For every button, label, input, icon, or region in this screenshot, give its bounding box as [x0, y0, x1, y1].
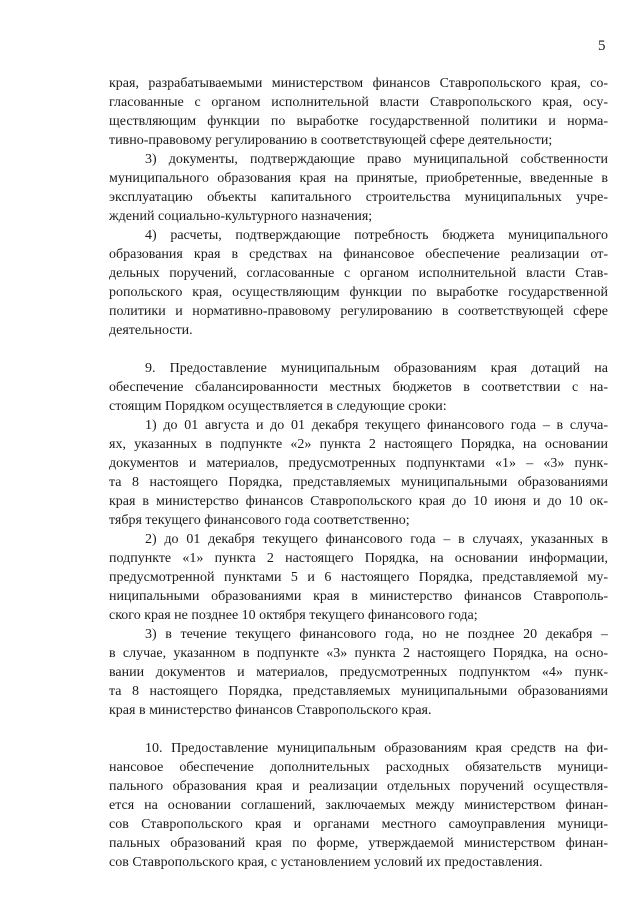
- text-line: предусмотренной пунктами 5 и 6 настоящего Порядка, представляемой му-: [109, 570, 608, 585]
- text-line: дельных поручений, согласованные с органом исполнительной власти Став-: [109, 266, 608, 281]
- text-line: образования края в средствах на финансовое обеспечение реализации от-: [109, 247, 608, 262]
- text-line: вании документов и материалов, предусмотренных подпунктом «4» пунк-: [109, 665, 608, 680]
- text-line: края, разрабатываемыми министерством финансов Ставропольского края, со-: [109, 76, 608, 91]
- text-line: тивно-правовому регулированию в соответствующей сфере деятельности;: [109, 133, 553, 148]
- text-line: документов и материалов, предусмотренных подпунктами «1» – «3» пунк-: [109, 456, 608, 471]
- text-line: та 8 настоящего Порядка, представляемых муниципальными образованиями: [109, 475, 608, 490]
- text-line: пального образования края и реализации отдельных поручений осуществля-: [109, 779, 608, 794]
- text-line: обеспечение сбалансированности местных бюджетов в соответствии с на-: [109, 380, 608, 395]
- text-line: в случае, указанном в подпункте «3» пункта 2 настоящего Порядка, на осно-: [109, 646, 608, 661]
- page-number: 5: [598, 38, 606, 54]
- text-line: 4) расчеты, подтверждающие потребность бюджета муниципального: [145, 228, 608, 243]
- text-line: края в министерство финансов Ставропольского края до 10 июня и до 10 ок-: [109, 494, 608, 509]
- text-line: 2) до 01 декабря текущего финансового года – в случаях, указанных в: [145, 532, 608, 547]
- text-line: гласованные с органом исполнительной власти Ставропольского края, осу-: [109, 95, 608, 110]
- text-line: та 8 настоящего Порядка, представляемых муниципальными образованиями: [109, 684, 608, 699]
- text-line: 3) в течение текущего финансового года, но не позднее 20 декабря –: [145, 627, 608, 642]
- text-line: ского края не позднее 10 октября текущего финансового года;: [109, 608, 478, 623]
- text-line: сов Ставропольского края, с установлением условий их предоставления.: [109, 855, 543, 870]
- text-line: тября текущего финансового года соответственно;: [109, 513, 410, 528]
- text-line: 9. Предоставление муниципальным образованиям края дотаций на: [145, 361, 608, 376]
- text-line: 3) документы, подтверждающие право муниципальной собственности: [145, 152, 608, 167]
- text-line: ется на основании соглашений, заключаемых между министерством финан-: [109, 798, 608, 813]
- text-line: стоящим Порядком осуществляется в следующие сроки:: [109, 399, 447, 414]
- text-line: эксплуатацию объекты капитального строительства муниципальных учре-: [109, 190, 608, 205]
- text-line: ях, указанных в подпункте «2» пункта 2 настоящего Порядка, на основании: [109, 437, 608, 452]
- text-line: ропольского края, осуществляющим функции по выработке государственной: [109, 285, 608, 300]
- text-line: пальных образований края по форме, утверждаемой министерством финан-: [109, 836, 608, 851]
- text-line: ждений социально-культурного назначения;: [109, 209, 373, 224]
- text-line: политики и нормативно-правовому регулированию в соответствующей сфере: [109, 304, 608, 319]
- text-line: края в министерство финансов Ставропольского края.: [109, 703, 432, 718]
- text-line: нансовое обеспечение дополнительных расходных обязательств муници-: [109, 760, 608, 775]
- text-line: муниципального образования края на принятые, приобретенные, введенные в: [109, 171, 608, 186]
- text-line: 1) до 01 августа и до 01 декабря текущего финансового года – в случа-: [145, 418, 608, 433]
- text-line: сов Ставропольского края и органами местного самоуправления муници-: [109, 817, 608, 832]
- text-line: деятельности.: [109, 323, 193, 338]
- text-line: 10. Предоставление муниципальным образованиям края средств на фи-: [145, 741, 608, 756]
- text-line: подпункте «1» пункта 2 настоящего Порядка, на основании информации,: [109, 551, 608, 566]
- text-line: ниципальными образованиями края в министерство финансов Ставрополь-: [109, 589, 608, 604]
- text-line: ществляющим функции по выработке государственной политики и норма-: [109, 114, 608, 129]
